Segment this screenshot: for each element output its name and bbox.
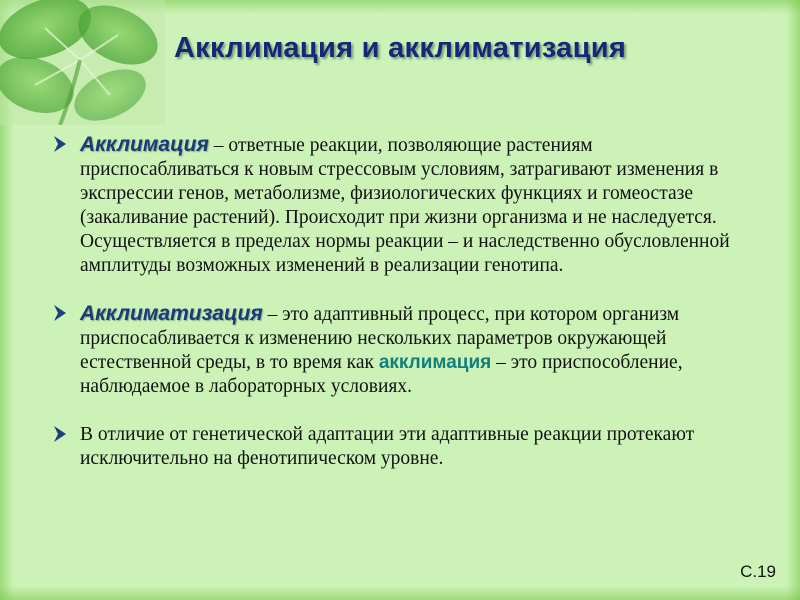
inline-term-acclimation: акклимация: [378, 352, 492, 373]
bullet-item-acclimation: [50, 133, 750, 278]
bullet-text: – это адаптивный процесс, при котором организм приспосабливается к изменению нескольких параметров окружающей естественной среды, в то время как: [80, 304, 680, 373]
bullet-text-after: – это приспособление, наблюдаемое в лабораторных условиях.: [80, 352, 683, 397]
term-acclimatization: Акклиматизация: [80, 302, 263, 325]
bullet-text: В отличие от генетической адаптации эти адаптивные реакции протекают исключительно на фенотипическом уровне.: [80, 424, 695, 469]
slide-title: Акклимация и акклиматизация: [173, 32, 627, 64]
arrow-bullet-icon: [52, 424, 68, 444]
slide-number: С.19: [740, 562, 776, 581]
arrow-bullet-icon: [52, 134, 68, 154]
bullet-item-genetic-adaptation: [50, 423, 750, 471]
bullet-text: – ответные реакции, позволяющие растениям приспосабливаться к новым стрессовым условиям, затрагивают изменения в экспрессии генов, метаболизме, физиологических функциях и гомеостазе (закаливание растений). Происходит при жизни организма и не наследуется. Осуществляется в пределах нормы реакции – и наследственно обусловленной амплитуды возможных изменений в реализации генотипа.: [80, 135, 730, 276]
slide-body: [50, 133, 750, 495]
term-acclimation: Акклимация: [80, 133, 209, 156]
arrow-bullet-icon: [52, 303, 68, 323]
bullet-item-acclimatization: [50, 302, 750, 399]
